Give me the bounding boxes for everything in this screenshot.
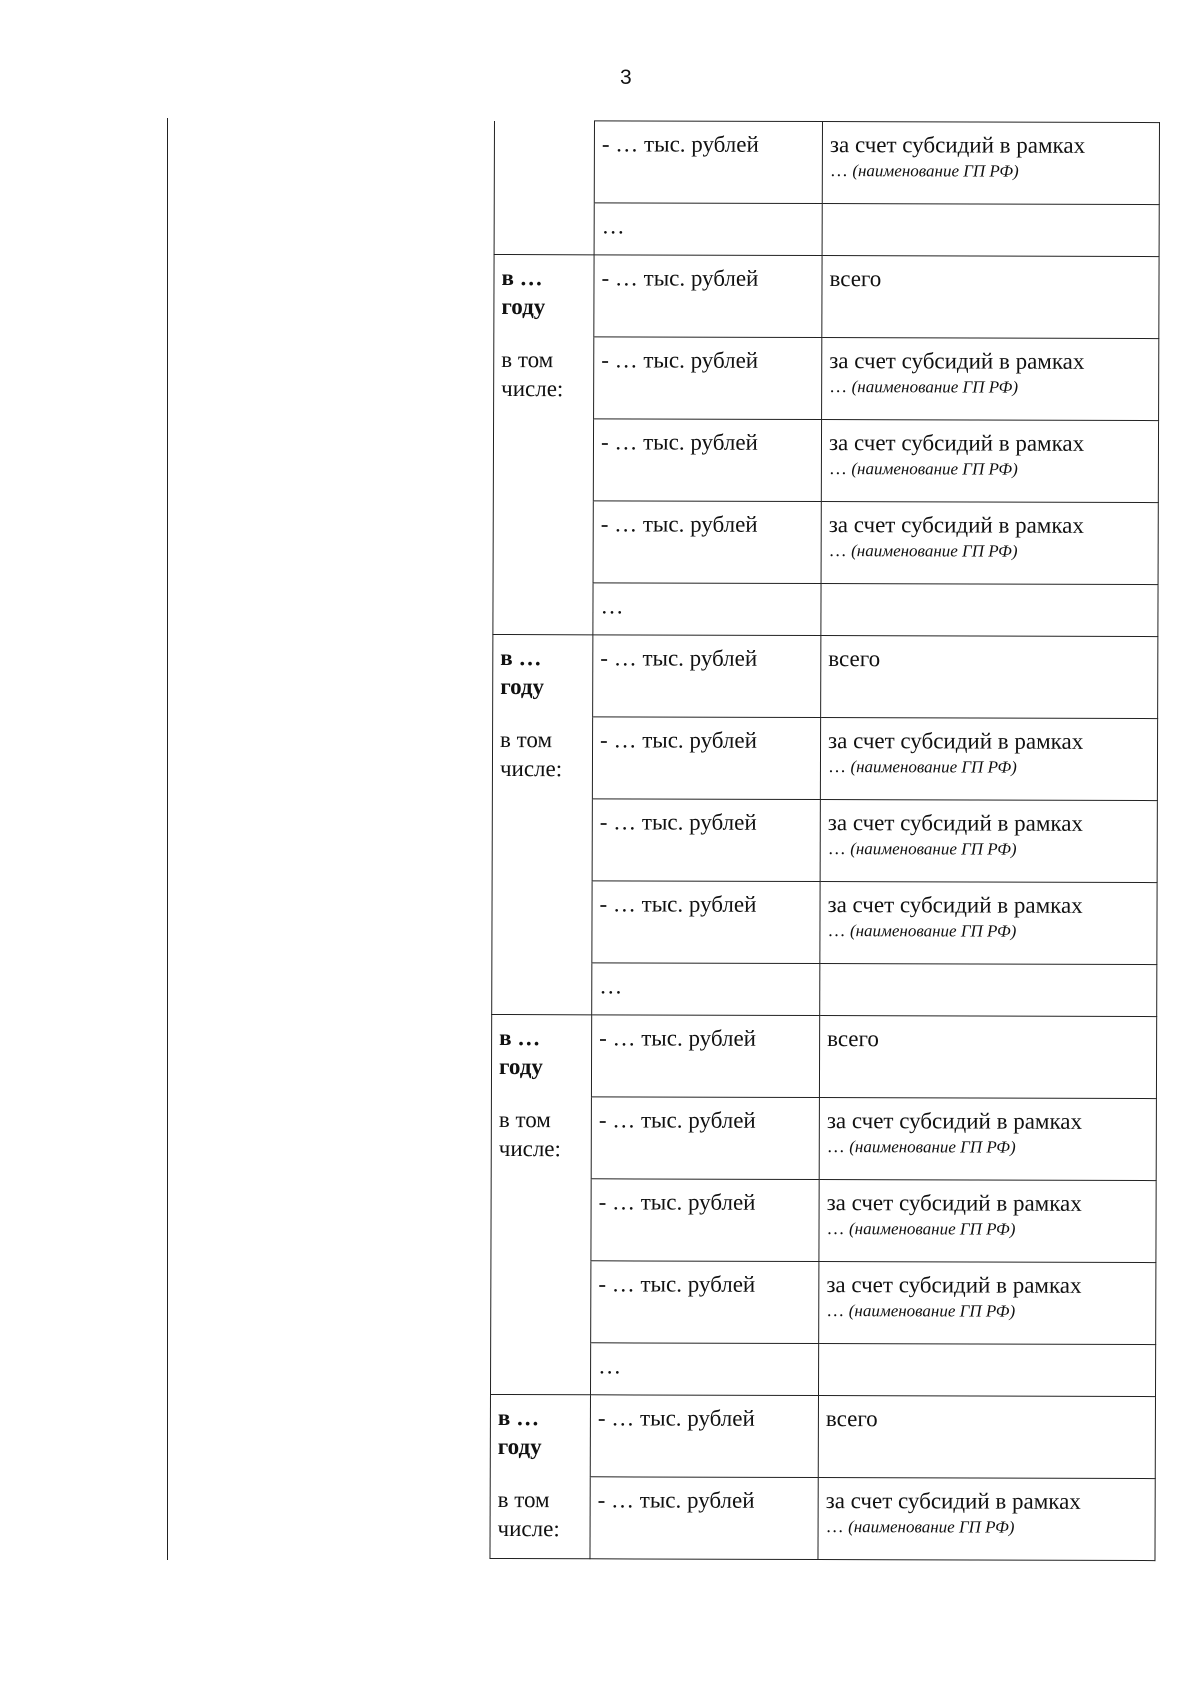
source-ellipsis: … — [826, 1300, 845, 1321]
year-cell — [490, 1394, 590, 1476]
ellipsis-cell: … — [594, 203, 822, 256]
table-row — [492, 880, 1157, 964]
source-text: за счет субсидий в рамках — [828, 512, 1084, 538]
table-row — [491, 1260, 1156, 1344]
source-note-line — [829, 375, 1151, 399]
ellipsis-cell: … — [590, 1343, 818, 1396]
year-cell — [492, 716, 592, 798]
amount-cell: - … тыс. рублей — [592, 717, 820, 800]
funding-table-container — [489, 120, 1159, 1561]
table-row — [492, 798, 1157, 882]
year-cell — [491, 1178, 591, 1260]
table-row — [492, 716, 1157, 800]
amount-cell: - … тыс. рублей — [594, 255, 822, 338]
year-cell — [493, 634, 593, 716]
table-row — [490, 1342, 1155, 1396]
table-row — [493, 419, 1158, 503]
source-total-text: всего — [827, 1026, 879, 1052]
source-cell — [818, 1344, 1155, 1397]
amount-cell: - … тыс. рублей — [592, 799, 820, 882]
year-cell — [494, 121, 594, 203]
source-total-text: всего — [829, 266, 882, 292]
table-row — [490, 1476, 1155, 1560]
page-number: 3 — [620, 66, 632, 89]
including-label-line1: в том — [500, 726, 553, 752]
source-cell — [820, 882, 1157, 965]
table-row — [492, 962, 1157, 1016]
source-cell — [822, 204, 1159, 257]
table-row — [490, 1394, 1155, 1478]
year-cell — [493, 500, 593, 582]
source-ellipsis: … — [826, 1136, 845, 1157]
table-row — [493, 582, 1158, 636]
amount-cell: - … тыс. рублей — [591, 1261, 819, 1344]
table-row — [491, 1096, 1156, 1180]
source-note-line — [827, 1135, 1149, 1159]
amount-cell: - … тыс. рублей — [593, 419, 821, 502]
source-note-line — [826, 1217, 1148, 1241]
source-note-line — [827, 919, 1149, 943]
source-note: (наименование ГП РФ) — [848, 1301, 1016, 1321]
including-label-line2: числе: — [498, 1135, 561, 1161]
amount-cell: - … тыс. рублей — [592, 881, 820, 964]
source-note: (наименование ГП РФ) — [849, 1137, 1016, 1157]
source-total-text: всего — [828, 646, 881, 672]
source-text: за счет субсидий в рамках — [828, 728, 1084, 754]
source-text: за счет субсидий в рамках — [828, 430, 1085, 456]
source-cell — [821, 502, 1158, 585]
amount-cell: - … тыс. рублей — [594, 121, 822, 204]
table-row — [494, 203, 1159, 257]
source-ellipsis: … — [827, 838, 846, 859]
including-label-line1: в том — [501, 346, 554, 372]
source-note: (наименование ГП РФ) — [849, 921, 1017, 941]
source-ellipsis: … — [828, 540, 847, 561]
year-label-prefix: в … — [500, 645, 542, 671]
source-note: (наименование ГП РФ) — [850, 757, 1017, 777]
source-ellipsis: … — [825, 1516, 844, 1537]
year-cell — [493, 582, 593, 634]
year-cell — [492, 962, 592, 1014]
source-note: (наименование ГП РФ) — [850, 839, 1017, 859]
year-cell — [490, 1342, 590, 1394]
left-column-rule — [167, 118, 168, 1560]
year-cell — [491, 1096, 591, 1178]
table-row — [494, 121, 1159, 205]
including-label-line2: числе: — [499, 755, 563, 781]
table-row — [494, 337, 1159, 421]
source-note: (наименование ГП РФ) — [851, 377, 1019, 397]
amount-cell: - … тыс. рублей — [590, 1395, 818, 1478]
year-cell — [494, 255, 594, 337]
source-text: за счет субсидий в рамках — [826, 1108, 1083, 1134]
source-note-line — [826, 1299, 1148, 1323]
source-note-line — [829, 457, 1151, 481]
source-ellipsis: … — [827, 920, 846, 941]
source-cell — [820, 964, 1157, 1017]
year-cell — [493, 419, 593, 501]
source-ellipsis: … — [829, 160, 848, 181]
amount-cell: - … тыс. рублей — [593, 501, 821, 584]
source-cell — [822, 338, 1159, 421]
source-note: (наименование ГП РФ) — [851, 541, 1018, 561]
funding-table — [489, 120, 1160, 1561]
source-cell — [821, 636, 1158, 719]
source-ellipsis: … — [827, 756, 847, 777]
source-cell — [819, 1016, 1156, 1099]
source-cell — [822, 122, 1159, 205]
year-label-suffix: году — [497, 1434, 542, 1460]
table-row — [493, 634, 1158, 718]
source-text: за счет субсидий в рамках — [827, 810, 1084, 836]
source-note-line — [828, 755, 1150, 779]
amount-cell: - … тыс. рублей — [591, 1097, 819, 1180]
source-cell — [821, 420, 1158, 503]
year-cell — [491, 1014, 591, 1096]
source-note-line — [830, 159, 1152, 183]
ellipsis-cell: … — [593, 583, 821, 636]
amount-cell: - … тыс. рублей — [591, 1179, 819, 1262]
source-ellipsis: … — [829, 376, 848, 397]
source-text: за счет субсидий в рамках — [829, 348, 1085, 374]
source-note: (наименование ГП РФ) — [848, 1219, 1016, 1239]
ellipsis-cell: … — [592, 963, 820, 1016]
year-label-suffix: году — [501, 294, 546, 320]
source-cell — [819, 1262, 1156, 1345]
source-text: за счет субсидий в рамках — [827, 892, 1083, 918]
table-row — [491, 1178, 1156, 1262]
source-text: за счет субсидий в рамках — [826, 1272, 1082, 1298]
year-cell — [492, 798, 592, 880]
year-cell — [494, 203, 594, 255]
table-row — [493, 500, 1158, 584]
year-cell — [494, 337, 594, 419]
year-cell — [490, 1476, 590, 1558]
source-cell — [820, 718, 1157, 801]
source-note: (наименование ГП РФ) — [852, 161, 1019, 181]
source-note-line — [826, 1515, 1148, 1539]
year-label-prefix: в … — [501, 265, 543, 291]
amount-cell: - … тыс. рублей — [591, 1015, 819, 1098]
source-cell — [818, 1478, 1155, 1561]
source-cell — [819, 1098, 1156, 1181]
year-label-suffix: году — [498, 1054, 543, 1080]
source-note: (наименование ГП РФ) — [851, 459, 1018, 479]
including-label-line2: числе: — [497, 1515, 560, 1541]
source-cell — [822, 256, 1159, 339]
source-cell — [821, 584, 1158, 637]
funding-table-body — [490, 121, 1160, 1561]
source-total-text: всего — [825, 1406, 878, 1432]
source-cell — [818, 1396, 1155, 1479]
source-ellipsis: … — [828, 458, 847, 479]
amount-cell: - … тыс. рублей — [593, 635, 821, 718]
including-label-line2: числе: — [501, 375, 564, 401]
year-label-prefix: в … — [499, 1025, 541, 1051]
including-label-line1: в том — [498, 1106, 551, 1132]
table-row — [491, 1014, 1156, 1098]
source-text: за счет субсидий в рамках — [825, 1488, 1081, 1514]
source-note-line — [829, 539, 1151, 563]
amount-cell: - … тыс. рублей — [590, 1477, 818, 1560]
source-ellipsis: … — [826, 1218, 845, 1239]
year-cell — [492, 880, 592, 962]
source-text: за счет субсидий в рамках — [826, 1190, 1082, 1216]
table-row — [494, 255, 1159, 339]
source-note-line — [828, 837, 1150, 861]
source-cell — [820, 800, 1157, 883]
including-label-line1: в том — [497, 1486, 550, 1512]
source-note: (наименование ГП РФ) — [848, 1517, 1015, 1537]
year-cell — [491, 1260, 591, 1342]
year-label-prefix: в … — [497, 1405, 540, 1431]
source-cell — [819, 1180, 1156, 1263]
year-label-suffix: году — [500, 674, 545, 700]
amount-cell: - … тыс. рублей — [594, 337, 822, 420]
source-text: за счет субсидий в рамках — [829, 132, 1086, 158]
